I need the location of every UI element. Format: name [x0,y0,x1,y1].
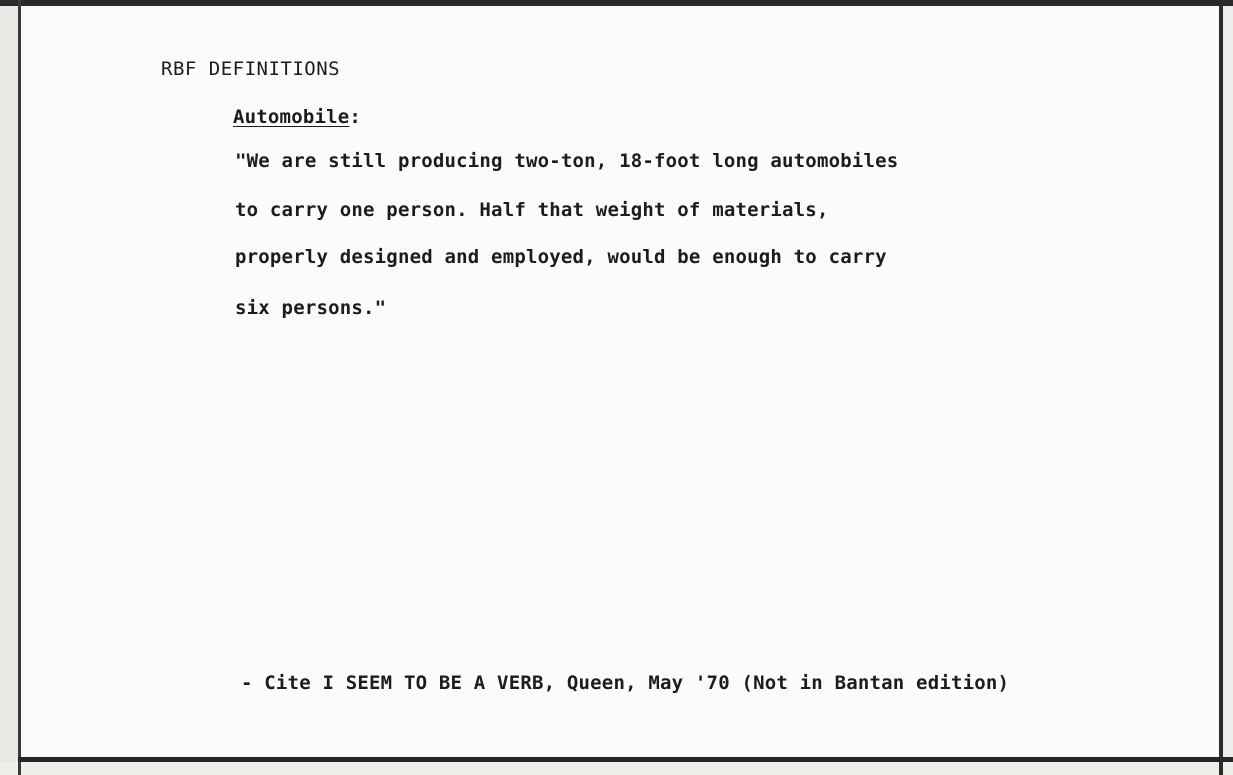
card-heading: RBF DEFINITIONS [161,58,341,80]
citation-line: - Cite I SEEM TO BE A VERB, Queen, May '70 (Not in Bantan edition) [241,672,1010,694]
card-right-border [1219,0,1223,775]
quote-line-2: to carry one person. Half that weight of materials, [235,199,829,221]
bottom-margin-shade [0,762,1233,775]
left-margin-shade [0,0,18,775]
quote-line-4: six persons." [235,297,387,319]
card-bottom-border [18,757,1233,762]
definition-term [233,106,361,128]
quote-line-3: properly designed and employed, would be enough to carry [235,246,887,268]
quote-line-1: "We are still producing two-ton, 18-foot long automobiles [235,150,899,172]
card-top-border [0,0,1233,6]
definition-term-word: Automobile [233,106,350,128]
card-left-border [18,0,21,775]
right-margin-shade [1223,0,1233,775]
definition-term-colon: : [349,106,362,128]
